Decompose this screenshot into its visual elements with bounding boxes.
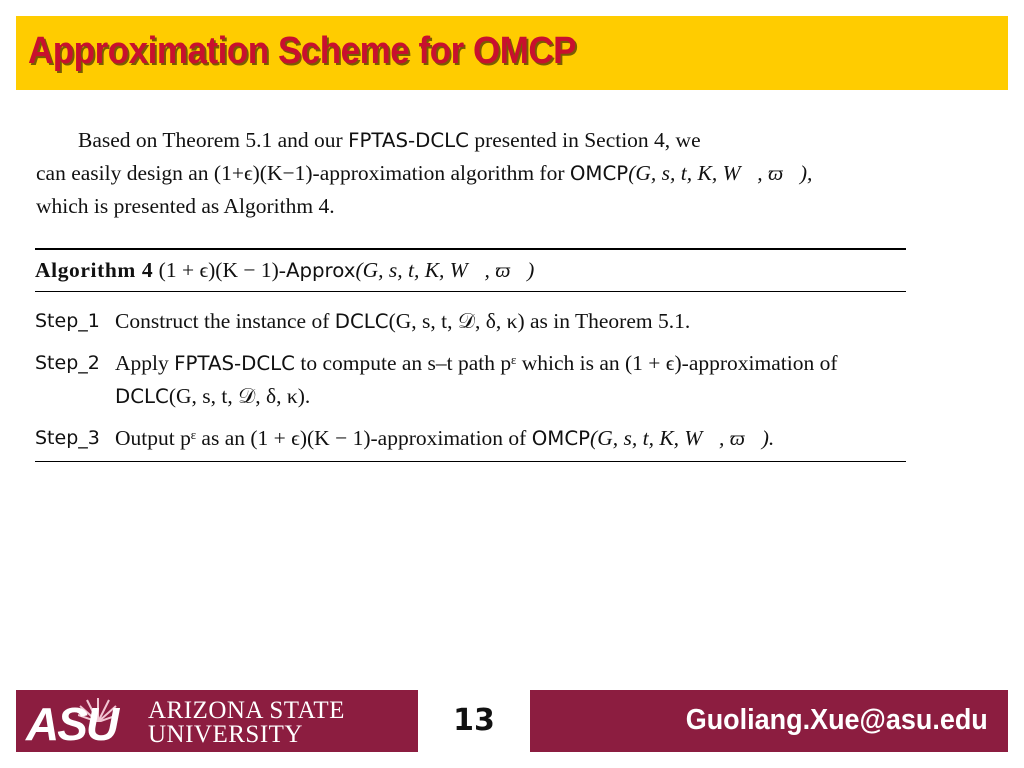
step-text (115, 347, 906, 413)
algorithm-ratio: (1 + ϵ)(K − 1)- (153, 258, 286, 282)
step-text (115, 305, 906, 338)
step-label: Step_3 (35, 427, 100, 449)
intro-line-3: which is presented as Algorithm 4. (36, 194, 335, 218)
intro-text: presented in Section 4, we (468, 128, 701, 152)
step-text-part: Construct the instance of (115, 309, 335, 333)
intro-line-1 (36, 124, 1014, 157)
slide-title: Approximation Scheme for OMCP (28, 30, 577, 72)
step-text-part: Output pᵋ as an (1 + ϵ)(K − 1)-approximation of (115, 426, 532, 450)
algorithm-step-3 (35, 422, 906, 455)
page-number: 13 (453, 703, 495, 738)
math-args: (G, s, t, K, W⃗, ϖ⃗). (590, 426, 775, 450)
math-args: (G, s, t, K, W⃗, ϖ⃗) (355, 258, 535, 282)
asu-logo (20, 694, 352, 748)
algorithm-box (35, 248, 906, 462)
intro-text: Based on Theorem 5.1 and our (78, 128, 349, 152)
fptas-dclc-term: FPTAS-DCLC (174, 352, 295, 375)
algorithm-step-2 (35, 347, 906, 413)
step-label: Step_2 (35, 352, 100, 374)
intro-line-2 (36, 157, 1014, 190)
intro-paragraph (36, 124, 1014, 223)
step-label: Step_1 (35, 310, 100, 332)
author-email: Guoliang.Xue@asu.edu (685, 704, 988, 736)
step-text (115, 422, 906, 455)
step-text-part: Apply (115, 351, 175, 375)
algorithm-bottom-rule (35, 461, 906, 462)
approx-term: Approx (285, 259, 356, 282)
step-text-part: (G, s, t, 𝒟, δ, κ) as in Theorem 5.1. (388, 309, 691, 333)
algorithm-step-1 (35, 305, 906, 338)
intro-text: can easily design an (1+ϵ)(K−1)-approximation algorithm for (36, 161, 570, 185)
dclc-term: DCLC (115, 385, 169, 408)
omcp-term: OMCP (569, 162, 629, 185)
footer-bar (16, 690, 1008, 752)
logo-line-1: ARIZONA STATE (148, 697, 345, 724)
algorithm-label: Algorithm 4 (35, 258, 154, 282)
algorithm-header (35, 250, 906, 291)
title-bar (16, 16, 1008, 90)
step-text-part: to compute an s–t path pᵋ which is an (1 + ϵ)-approximation of (295, 351, 838, 375)
logo-line-2: UNIVERSITY (148, 721, 303, 748)
fptas-dclc-term: FPTAS-DCLC (348, 129, 469, 152)
algorithm-mid-rule (35, 291, 906, 292)
page-number-box (418, 690, 530, 752)
omcp-term: OMCP (531, 427, 591, 450)
logo-letters: ASU (26, 698, 118, 750)
math-args: (G, s, t, K, W⃗, ϖ⃗), (628, 161, 813, 185)
dclc-term: DCLC (334, 310, 389, 333)
step-text-part: (G, s, t, 𝒟, δ, κ). (168, 384, 311, 408)
